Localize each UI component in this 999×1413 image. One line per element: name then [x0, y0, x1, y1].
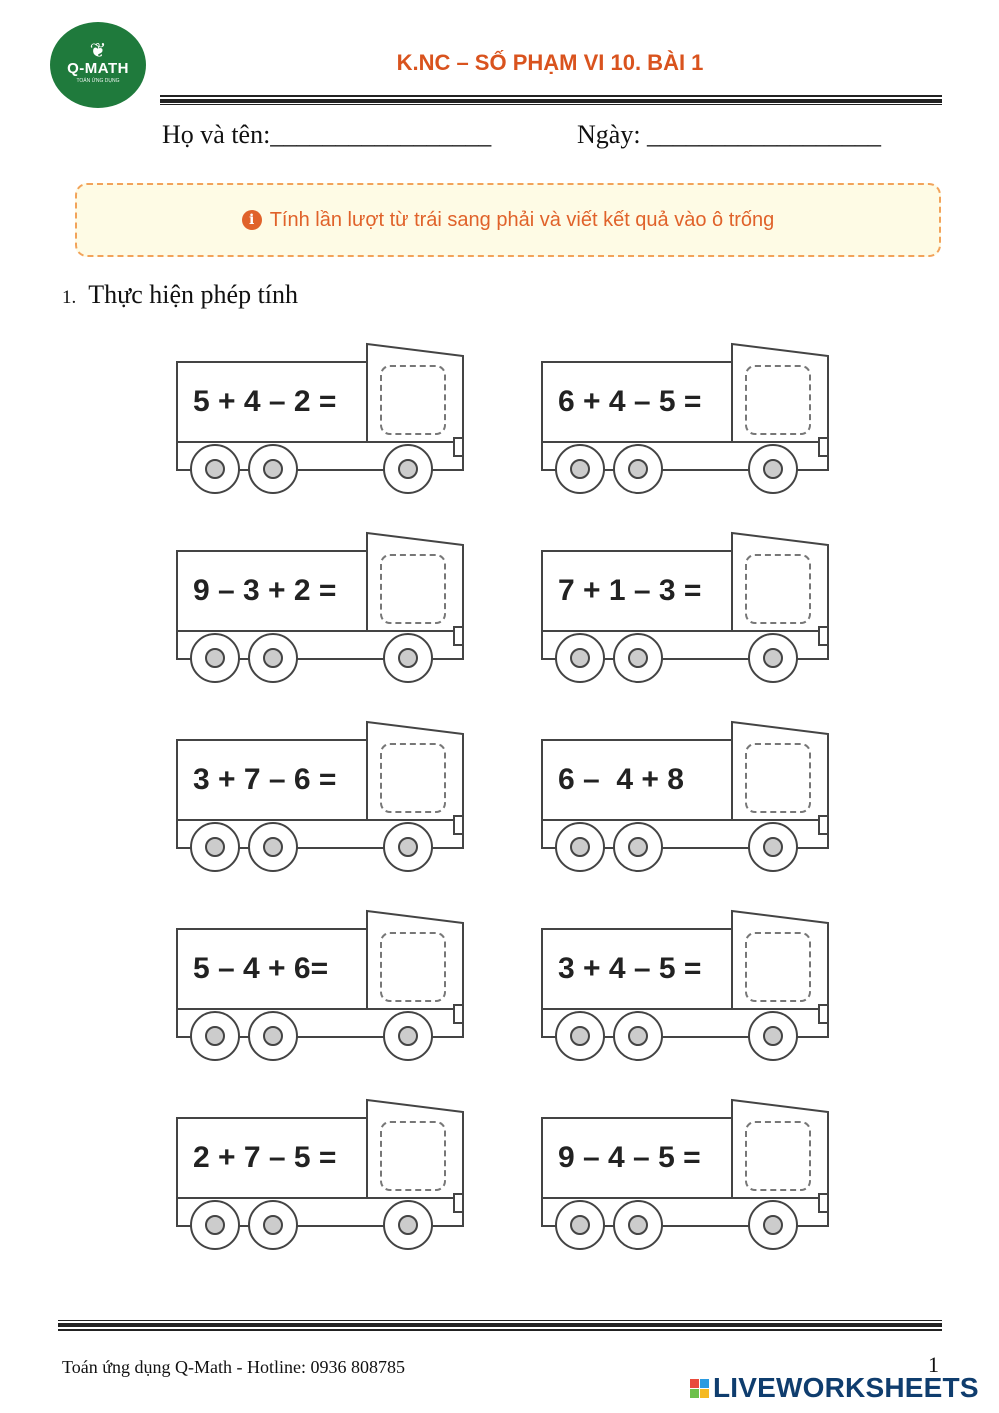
footer-text: Toán ứng dụng Q-Math - Hotline: 0936 808785 [62, 1357, 405, 1377]
truck-exercise [175, 342, 475, 502]
logo-brand: Q-MATH [67, 60, 129, 77]
leaf-icon: ❦ [89, 40, 107, 62]
math-expression: 9 – 3 + 2 = [193, 574, 337, 607]
date-field[interactable]: Ngày: __________________ [577, 120, 882, 149]
answer-box[interactable] [745, 365, 811, 435]
math-expression: 3 + 7 – 6 = [193, 763, 337, 796]
liveworksheets-text: LIVEWORKSHEETS [713, 1372, 979, 1403]
liveworksheets-logo [690, 1372, 979, 1404]
instruction-box [75, 183, 941, 257]
truck-exercise [540, 342, 840, 502]
answer-box[interactable] [380, 743, 446, 813]
answer-box[interactable] [745, 932, 811, 1002]
name-field[interactable]: Họ và tên:_________________ [162, 120, 492, 149]
answer-box[interactable] [745, 1121, 811, 1191]
truck-exercise [175, 720, 475, 880]
math-expression: 9 – 4 – 5 = [558, 1141, 701, 1174]
section-title: Thực hiện phép tính [88, 280, 299, 309]
page-number: 1 [928, 1352, 939, 1377]
answer-box[interactable] [380, 932, 446, 1002]
answer-box[interactable] [380, 365, 446, 435]
section-number: 1. [62, 287, 77, 308]
math-expression: 5 – 4 + 6= [193, 952, 329, 985]
answer-box[interactable] [380, 1121, 446, 1191]
truck-exercise [540, 531, 840, 691]
section-heading [62, 280, 298, 310]
math-expression: 6 + 4 – 5 = [558, 385, 702, 418]
truck-exercise [540, 1098, 840, 1258]
truck-exercise [175, 1098, 475, 1258]
answer-box[interactable] [745, 554, 811, 624]
liveworksheets-icon [690, 1379, 709, 1398]
math-expression: 2 + 7 – 5 = [193, 1141, 337, 1174]
truck-exercise [175, 909, 475, 1069]
answer-box[interactable] [380, 554, 446, 624]
math-expression: 6 – 4 + 8 [558, 763, 684, 796]
instruction-text: Tính lần lượt từ trái sang phải và viết kết quả vào ô trống [269, 208, 775, 231]
qmath-logo [50, 22, 146, 108]
math-expression: 5 + 4 – 2 = [193, 385, 337, 418]
truck-exercise [540, 909, 840, 1069]
footer-divider [58, 1320, 942, 1331]
math-expression: 7 + 1 – 3 = [558, 574, 702, 607]
truck-exercise [175, 531, 475, 691]
info-icon: i [242, 210, 262, 230]
truck-exercise [540, 720, 840, 880]
math-expression: 3 + 4 – 5 = [558, 952, 702, 985]
answer-box[interactable] [745, 743, 811, 813]
page-title: K.NC – SỐ PHẠM VI 10. BÀI 1 [396, 50, 704, 75]
header-divider [160, 95, 942, 105]
logo-tagline: TOÁN ỨNG DỤNG [76, 78, 120, 84]
